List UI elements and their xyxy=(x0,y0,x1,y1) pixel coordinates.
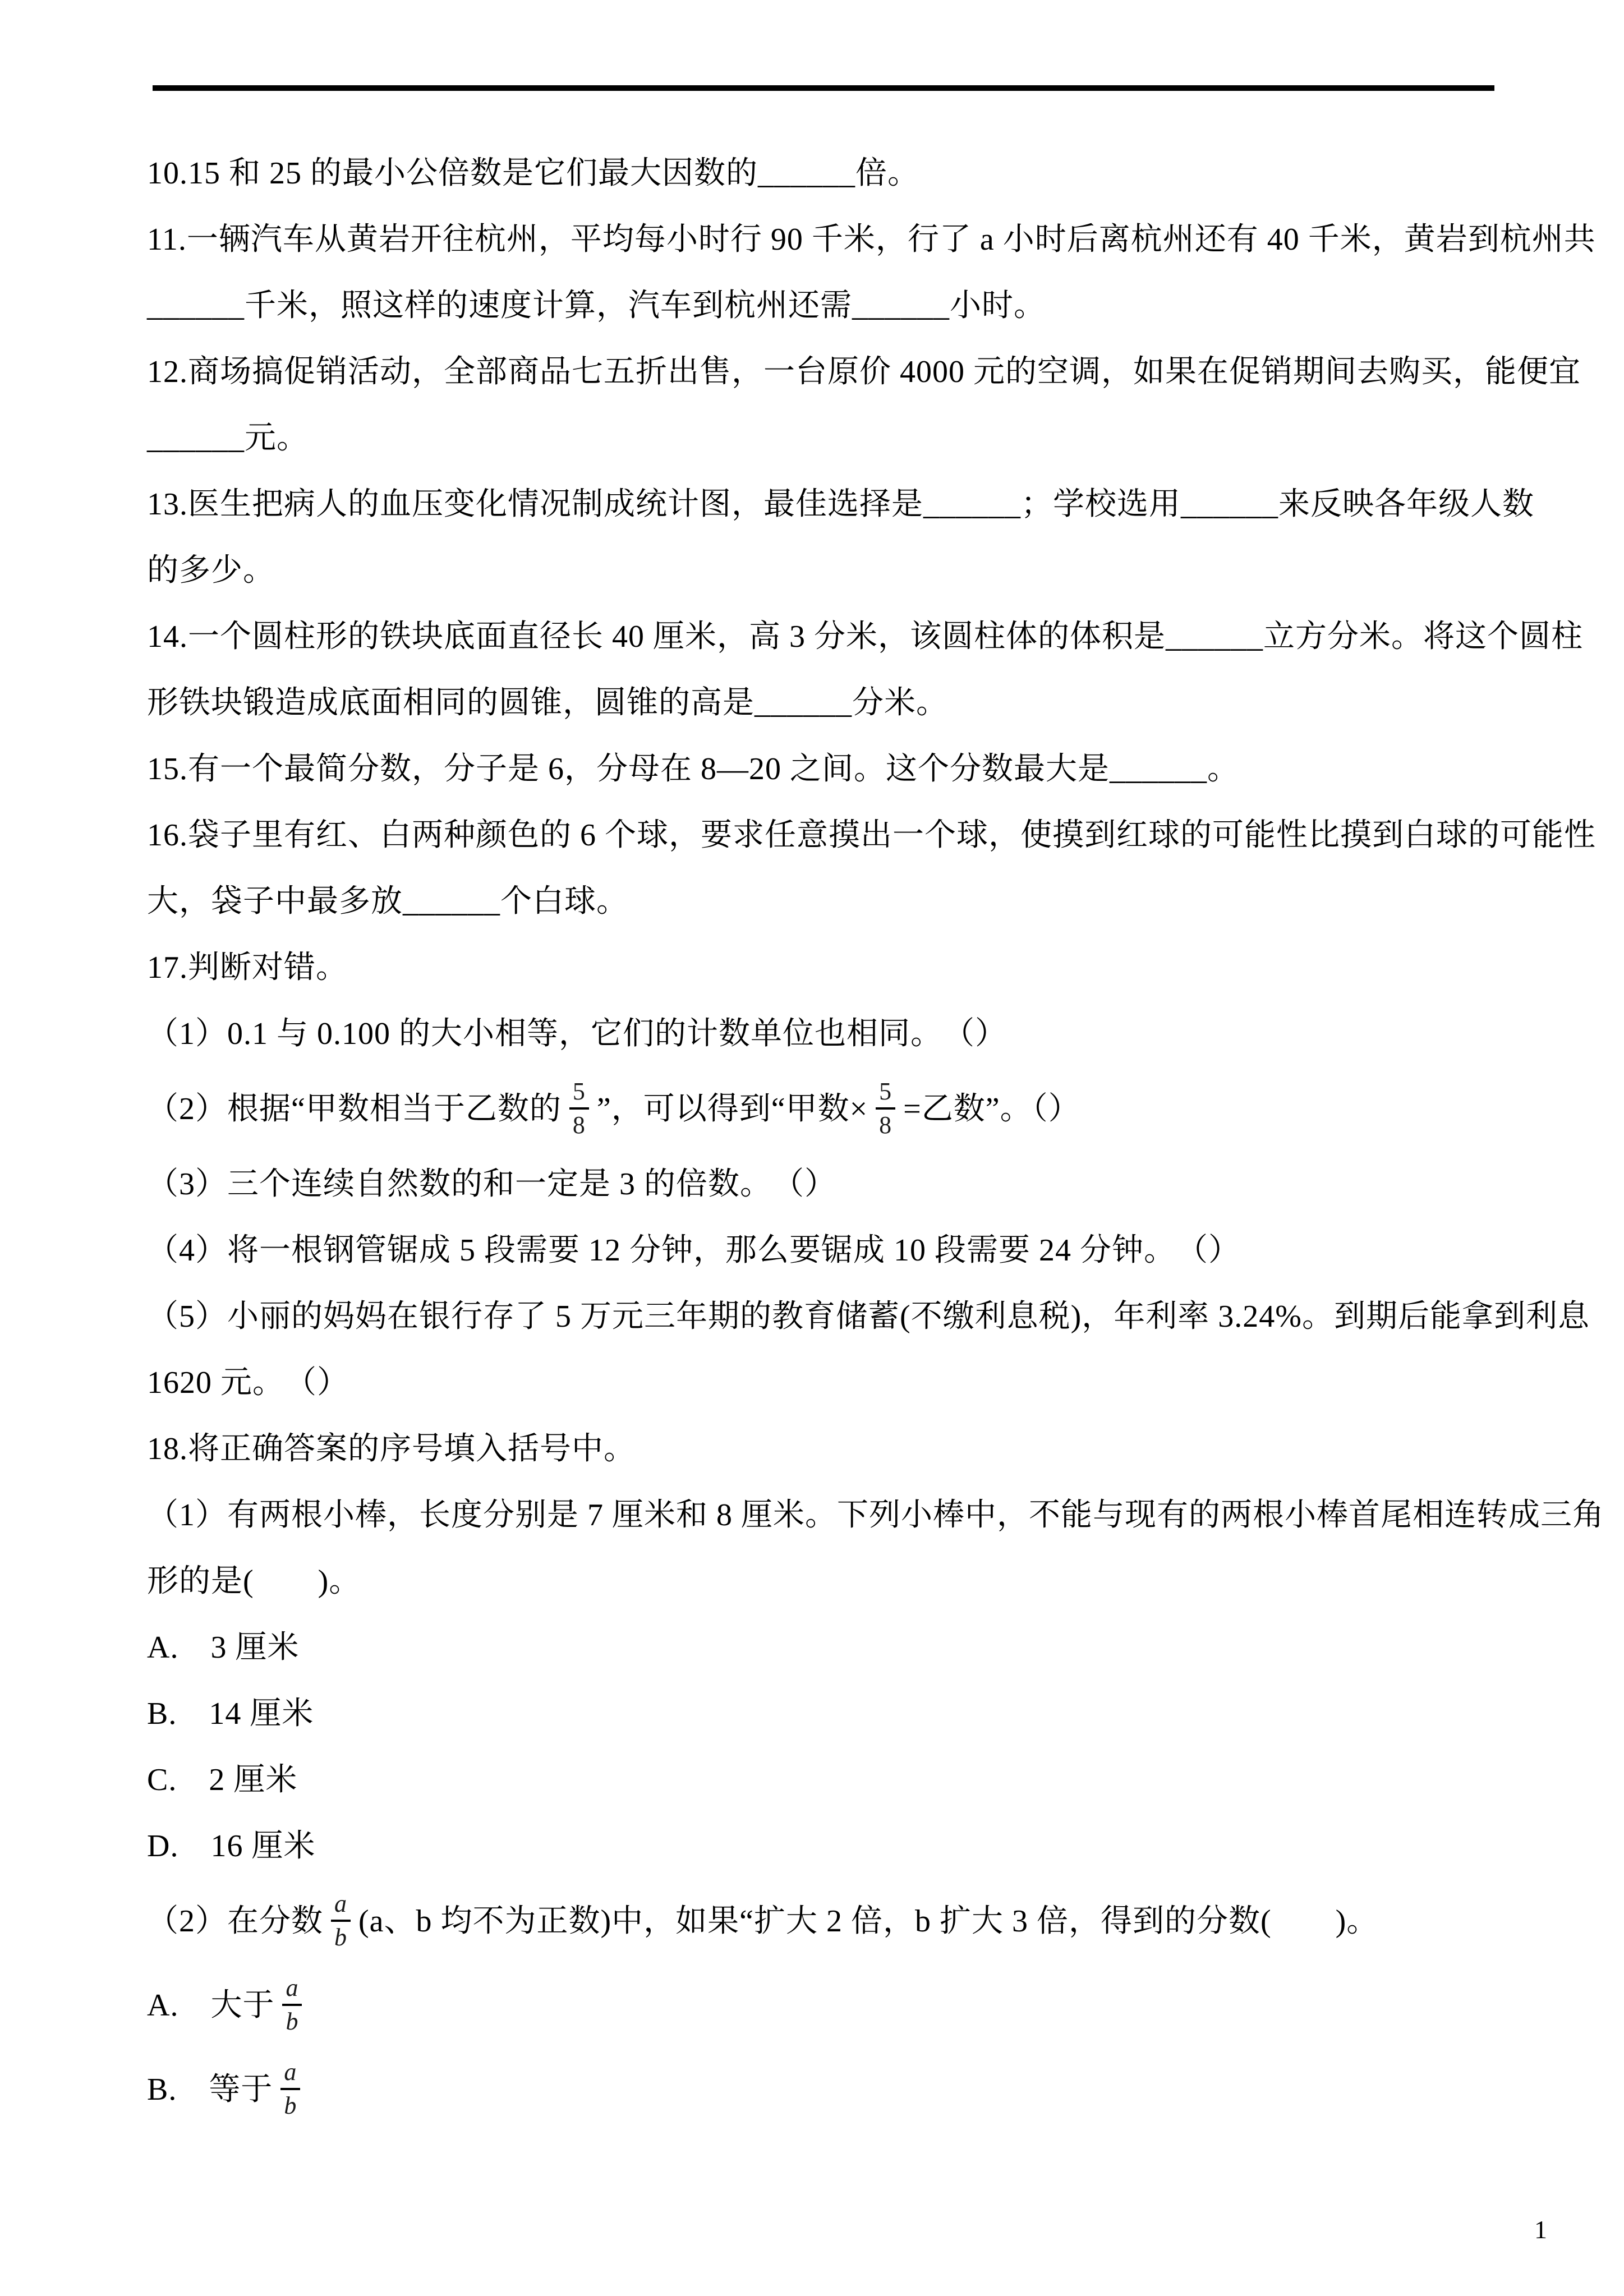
question-10: 10.15 和 25 的最小公倍数是它们最大因数的______倍。 xyxy=(147,156,919,191)
question-16-line-2: 大，袋子中最多放______个白球。 xyxy=(147,884,628,919)
option-a-greater-than xyxy=(147,1963,1505,2047)
fraction-denominator: 8 xyxy=(572,1111,586,1139)
question-18-stem: 18.将正确答案的序号填入括号中。 xyxy=(147,1432,636,1466)
fraction-numerator: 5 xyxy=(569,1079,589,1110)
fraction-a-b xyxy=(331,1892,351,1950)
fraction-5-8 xyxy=(876,1079,895,1138)
page-number: 1 xyxy=(1534,2215,1547,2244)
question-17-item-2 xyxy=(147,1067,1505,1151)
fraction-denominator: b xyxy=(334,1924,347,1952)
option-b-14cm: B. 14 厘米 xyxy=(147,1696,314,1731)
fraction-5-8 xyxy=(569,1079,589,1138)
q18-2-text-pre: （2）在分数 xyxy=(147,1904,323,1939)
q18-2-text-post: (a、b 均不为正数)中，如果“扩大 2 倍，b 扩大 3 倍，得到的分数( )。 xyxy=(358,1904,1379,1939)
question-13-line-2: 的多少。 xyxy=(147,553,275,588)
question-11-line-1: 11.一辆汽车从黄岩开往杭州，平均每小时行 90 千米，行了 a 小时后离杭州还有 40 千米，黄岩到杭州共 xyxy=(147,222,1596,257)
question-17-item-1: （1）0.1 与 0.100 的大小相等，它们的计数单位也相同。 （） xyxy=(147,1016,1007,1051)
q17-2-text-post: =乙数”。（） xyxy=(903,1092,1080,1126)
option-b-equal-to xyxy=(147,2047,1505,2132)
question-11-line-2: ______千米，照这样的速度计算，汽车到杭州还需______小时。 xyxy=(147,288,1046,323)
fraction-numerator: a xyxy=(280,2060,300,2090)
opt-b2-text: B. 等于 xyxy=(147,2072,273,2107)
question-18-item-1-line-1: （1）有两根小棒，长度分别是 7 厘米和 8 厘米。下列小棒中，不能与现有的两根小棒首尾相连转成三角 xyxy=(147,1498,1604,1533)
question-17-item-5-line-1: （5）小丽的妈妈在银行存了 5 万元三年期的教育储蓄(不缴利息税)，年利率 3.24%。到期后能拿到利息 xyxy=(147,1299,1590,1334)
question-18-item-2 xyxy=(147,1879,1505,1963)
opt-a2-text: A. 大于 xyxy=(147,1988,275,2023)
question-12-line-1: 12.商场搞促销活动，全部商品七五折出售，一台原价 4000 元的空调，如果在促销期间去购买，能便宜 xyxy=(147,355,1581,389)
question-12-line-2: ______元。 xyxy=(147,421,309,455)
option-a-3cm: A. 3 厘米 xyxy=(147,1630,300,1665)
question-15: 15.有一个最简分数，分子是 6，分母在 8—20 之间。这个分数最大是______。 xyxy=(147,752,1239,786)
question-16-line-1: 16.袋子里有红、白两种颜色的 6 个球，要求任意摸出一个球，使摸到红球的可能性比摸到白球的可能性 xyxy=(147,818,1596,853)
question-14-line-1: 14.一个圆柱形的铁块底面直径长 40 厘米，高 3 分米，该圆柱体的体积是______立方分米。将这个圆柱 xyxy=(147,619,1583,654)
fraction-numerator: a xyxy=(282,1976,302,2006)
fraction-a-b xyxy=(282,1976,302,2034)
header-divider xyxy=(153,85,1494,91)
option-c-2cm: C. 2 厘米 xyxy=(147,1763,298,1797)
question-14-line-2: 形铁块锻造成底面相同的圆锥，圆锥的高是______分米。 xyxy=(147,685,948,720)
fraction-denominator: b xyxy=(286,2008,299,2036)
fraction-denominator: 8 xyxy=(879,1111,892,1139)
question-18-item-1-line-2: 形的是( )。 xyxy=(147,1564,361,1599)
q17-2-text-mid: ”，可以得到“甲数× xyxy=(596,1092,868,1126)
question-17-item-3: （3）三个连续自然数的和一定是 3 的倍数。 （） xyxy=(147,1167,836,1202)
question-17-item-4: （4）将一根钢管锯成 5 段需要 12 分钟，那么要锯成 10 段需要 24 分钟。 （） xyxy=(147,1233,1240,1268)
option-d-16cm: D. 16 厘米 xyxy=(147,1829,316,1864)
fraction-numerator: a xyxy=(331,1892,351,1922)
fraction-numerator: 5 xyxy=(876,1079,895,1110)
document-content xyxy=(147,140,1604,2132)
q17-2-text-pre: （2）根据“甲数相当于乙数的 xyxy=(147,1092,562,1126)
fraction-a-b xyxy=(280,2060,300,2118)
fraction-denominator: b xyxy=(284,2092,297,2120)
question-17-stem: 17.判断对错。 xyxy=(147,950,348,985)
question-13-line-1: 13.医生把病人的血压变化情况制成统计图，最佳选择是______；学校选用______来反映各年级人数 xyxy=(147,487,1534,522)
question-17-item-5-line-2: 1620 元。 （） xyxy=(147,1365,349,1400)
